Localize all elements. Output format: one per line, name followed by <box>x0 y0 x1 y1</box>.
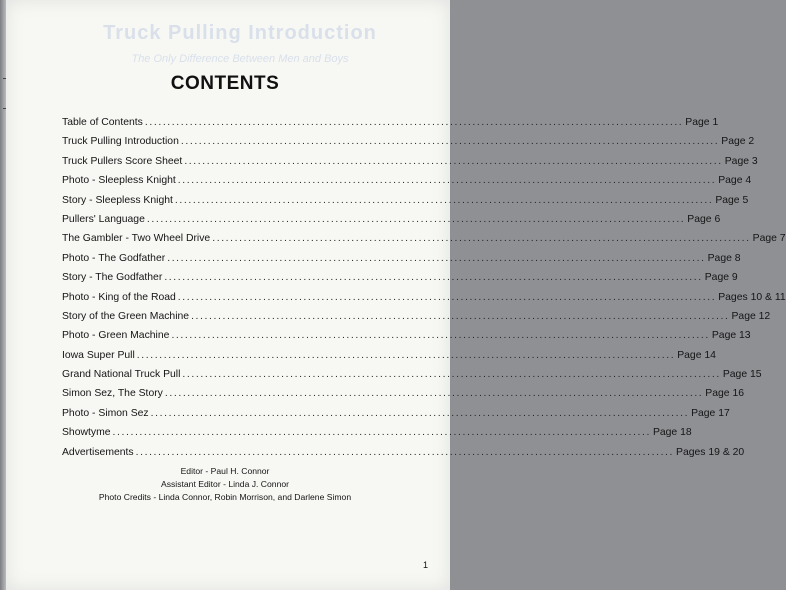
toc-entry-title: Photo - King of the Road <box>62 291 176 303</box>
dot-leader: ........................................................................................................................ <box>177 175 717 187</box>
toc-entry <box>62 213 721 233</box>
toc-entry-title: Story of the Green Machine <box>62 310 190 322</box>
dot-leader: ........................................................................................................................ <box>146 213 686 225</box>
toc-entry-page: Page 4 <box>718 175 752 187</box>
toc-entry-page: Page 13 <box>711 330 751 342</box>
toc-entry-page: Page 2 <box>721 136 755 148</box>
toc-entry-title: Showtyme <box>62 427 111 439</box>
toc-entry-title: Advertisements <box>62 446 134 458</box>
dot-leader: ........................................................................................................................ <box>182 369 721 381</box>
toc-entry-page: Pages 10 & 11 <box>718 291 786 303</box>
editor-credit: Editor - Paul H. Connor <box>180 466 270 476</box>
page-number: 1 <box>423 560 429 570</box>
dot-leader: ........................................................................................................................ <box>177 291 717 303</box>
toc-entry-page: Page 3 <box>724 155 758 167</box>
toc-entry-page: Page 16 <box>705 388 745 400</box>
toc-entry-title: Pullers' Language <box>62 213 145 225</box>
toc-entry-page: Page 14 <box>677 349 716 361</box>
toc-entry-page: Pages 19 & 20 <box>676 446 745 458</box>
dot-leader: ........................................................................................................................ <box>150 407 690 419</box>
photo-credits: Photo Credits - Linda Connor, Robin Morrison, and Darlene Simon <box>98 492 352 502</box>
dot-leader: ........................................................................................................................ <box>180 136 720 148</box>
dot-leader: ........................................................................................................................ <box>144 117 684 128</box>
toc-entry-page: Page 18 <box>652 427 692 439</box>
toc-entry <box>62 369 762 388</box>
dot-leader: ........................................................................................................................ <box>184 155 723 167</box>
dot-leader: ........................................................................................................................ <box>136 349 676 361</box>
toc-entry-title: Grand National Truck Pull <box>62 369 181 381</box>
toc-entry-page: Page 5 <box>715 194 749 206</box>
table-of-contents <box>62 117 786 466</box>
dot-leader: ........................................................................................................................ <box>191 310 730 322</box>
toc-entry <box>62 407 730 427</box>
toc-entry <box>62 155 758 175</box>
toc-entry <box>62 117 719 136</box>
toc-entry-page: Page 1 <box>685 117 719 128</box>
toc-entry-title: Truck Pullers Score Sheet <box>62 155 183 167</box>
toc-entry <box>62 446 745 466</box>
toc-entry-title: The Gambler - Two Wheel Drive <box>62 233 211 245</box>
toc-entry-title: Story - Sleepless Knight <box>62 194 173 206</box>
toc-entry <box>62 388 745 407</box>
credits <box>0 465 450 504</box>
toc-entry <box>62 291 786 311</box>
toc-entry-title: Story - The Godfather <box>62 272 163 284</box>
bleed-line-2: The Only Difference Between Men and Boys <box>131 53 349 65</box>
toc-entry-title: Photo - The Godfather <box>62 252 166 264</box>
toc-entry-page: Page 8 <box>707 252 741 264</box>
toc-entry <box>62 427 692 446</box>
toc-entry-page: Page 15 <box>722 369 762 381</box>
page-title: CONTENTS <box>170 73 280 94</box>
toc-entry <box>62 330 751 349</box>
dot-leader: ........................................................................................................................ <box>164 272 703 284</box>
toc-entry-page: Page 17 <box>691 407 730 419</box>
toc-entry <box>62 349 716 369</box>
dot-leader: ........................................................................................................................ <box>164 388 704 400</box>
toc-entry-title: Simon Sez, The Story <box>62 388 163 400</box>
dot-leader: ........................................................................................................................ <box>212 233 751 245</box>
toc-entry-title: Photo - Green Machine <box>62 330 170 342</box>
toc-entry-title: Iowa Super Pull <box>62 349 135 361</box>
dot-leader: ........................................................................................................................ <box>135 446 675 458</box>
toc-entry-title: Photo - Simon Sez <box>62 407 149 419</box>
toc-entry <box>62 194 749 214</box>
toc-entry-page: Page 12 <box>731 310 771 322</box>
toc-entry <box>62 272 738 291</box>
toc-entry-title: Table of Contents <box>62 117 143 128</box>
toc-entry-page: Page 6 <box>687 213 721 225</box>
toc-entry <box>62 136 755 155</box>
toc-entry <box>62 252 741 272</box>
toc-entry <box>62 175 752 194</box>
toc-entry-page: Page 7 <box>752 233 786 245</box>
bleed-line-1: Truck Pulling Introduction <box>103 22 377 44</box>
toc-entry-page: Page 9 <box>704 272 738 284</box>
toc-entry <box>62 233 786 252</box>
toc-entry-title: Truck Pulling Introduction <box>62 136 179 148</box>
dot-leader: ........................................................................................................................ <box>112 427 651 439</box>
dot-leader: ........................................................................................................................ <box>174 194 714 206</box>
assistant-editor-credit: Assistant Editor - Linda J. Connor <box>160 479 289 489</box>
toc-entry-title: Photo - Sleepless Knight <box>62 175 176 187</box>
dot-leader: ........................................................................................................................ <box>167 252 706 264</box>
toc-entry <box>62 310 771 330</box>
dot-leader: ........................................................................................................................ <box>171 330 710 342</box>
